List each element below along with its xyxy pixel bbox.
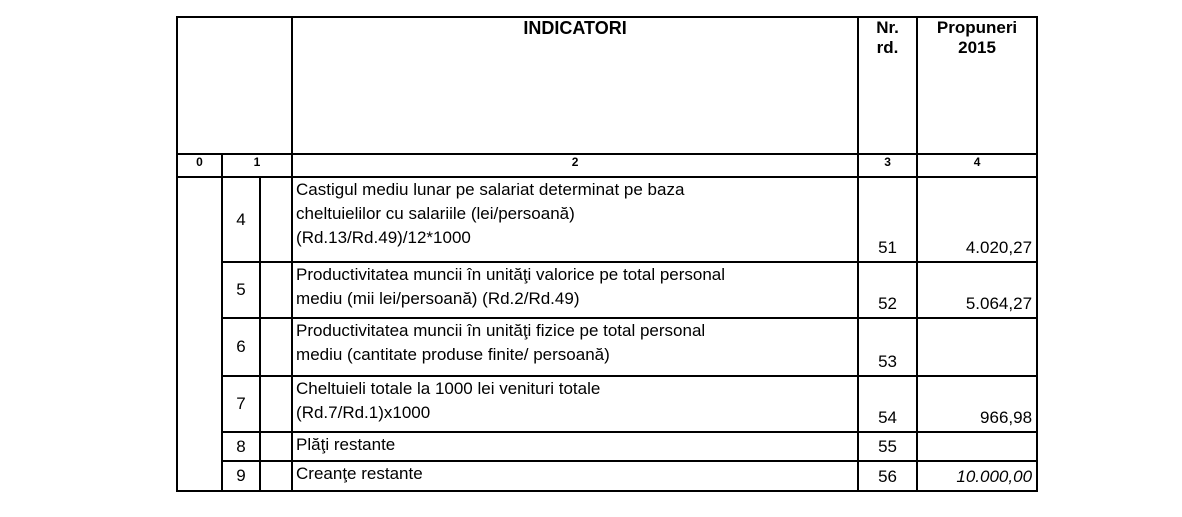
header-blank-cell	[177, 17, 292, 154]
row-number: 4	[222, 177, 260, 262]
indicator-line: cheltuielilor cu salariile (lei/persoană)	[296, 204, 575, 223]
indicator-line: Productivitatea muncii în unităţi valorice pe total personal	[296, 265, 726, 284]
indicator-line: Plăţi restante	[296, 435, 396, 454]
indicator-line: Productivitatea muncii în unităţi fizice pe total personal	[296, 321, 706, 340]
row-blank-cell	[260, 177, 292, 262]
table-row	[177, 262, 1037, 318]
row-blank-cell	[260, 376, 292, 432]
row-value: 5.064,27	[917, 262, 1037, 318]
row-rd: 56	[858, 461, 917, 491]
header-propuneri: Propuneri 2015	[917, 17, 1037, 154]
table-row	[177, 432, 1037, 461]
row-blank-cell	[260, 461, 292, 491]
header-nr-rd: Nr. rd.	[858, 17, 917, 154]
row-number: 9	[222, 461, 260, 491]
row-value	[917, 432, 1037, 461]
indicator-text	[292, 177, 858, 262]
row-blank-cell	[260, 318, 292, 376]
row-value	[917, 318, 1037, 376]
row-number: 8	[222, 432, 260, 461]
indicators-table	[176, 16, 1038, 492]
table-row	[177, 461, 1037, 491]
column-number-1: 1	[222, 154, 292, 177]
indicator-line: Cheltuieli totale la 1000 lei venituri totale	[296, 379, 601, 398]
header-indicatori: INDICATORI	[292, 17, 858, 154]
indicator-text	[292, 318, 858, 376]
row-rd: 51	[858, 177, 917, 262]
indicator-line: Castigul mediu lunar pe salariat determinat pe baza	[296, 180, 685, 199]
row-number: 7	[222, 376, 260, 432]
column-number-0: 0	[177, 154, 222, 177]
row-rd: 53	[858, 318, 917, 376]
row-number: 5	[222, 262, 260, 318]
indicator-text	[292, 376, 858, 432]
column-number-4: 4	[917, 154, 1037, 177]
indicator-text	[292, 461, 858, 491]
row-value: 4.020,27	[917, 177, 1037, 262]
group-blank-cell	[177, 177, 222, 491]
header-row	[177, 17, 1037, 154]
indicator-text	[292, 432, 858, 461]
table-row	[177, 177, 1037, 262]
table-row	[177, 318, 1037, 376]
indicator-line: mediu (cantitate produse finite/ persoană)	[296, 345, 610, 364]
row-blank-cell	[260, 262, 292, 318]
row-number: 6	[222, 318, 260, 376]
column-number-3: 3	[858, 154, 917, 177]
column-number-row	[177, 154, 1037, 177]
indicator-line: (Rd.13/Rd.49)/12*1000	[296, 228, 471, 247]
indicator-line: Creanţe restante	[296, 464, 423, 483]
row-value: 10.000,00	[917, 461, 1037, 491]
row-rd: 54	[858, 376, 917, 432]
column-number-2: 2	[292, 154, 858, 177]
row-rd: 55	[858, 432, 917, 461]
indicator-line: (Rd.7/Rd.1)x1000	[296, 403, 431, 422]
indicator-line: mediu (mii lei/persoană) (Rd.2/Rd.49)	[296, 289, 580, 308]
row-blank-cell	[260, 432, 292, 461]
indicator-text	[292, 262, 858, 318]
row-value: 966,98	[917, 376, 1037, 432]
row-rd: 52	[858, 262, 917, 318]
table-row	[177, 376, 1037, 432]
